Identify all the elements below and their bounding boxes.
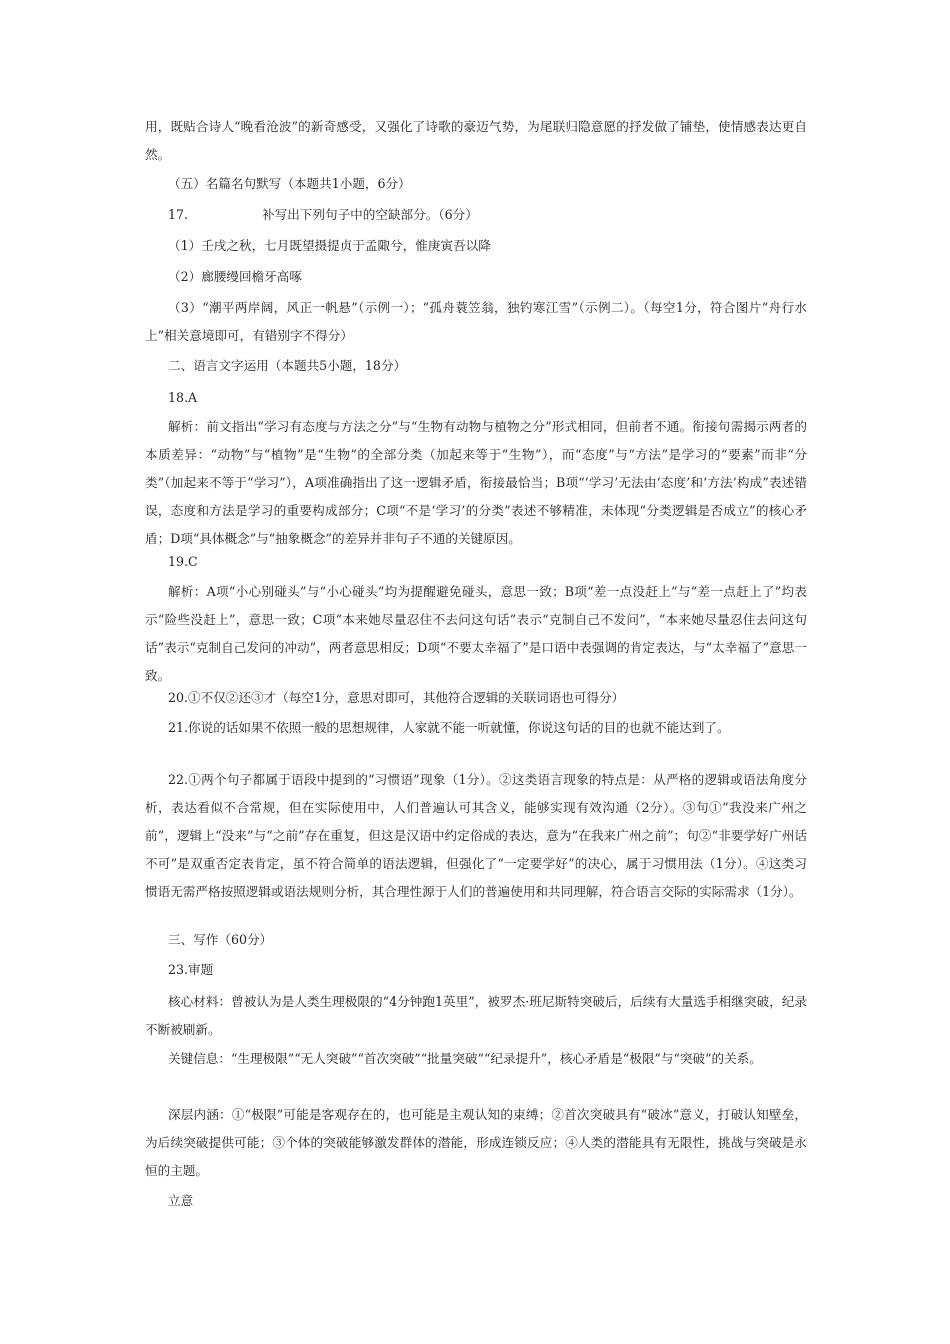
analysis-18: 解析：前文指出“学习有态度与方法之分”与“生物有动物与植物之分”形式相同，但前者不通。衔接句需揭示两者的本质差异：“动物”与“植物”是“生物”的全部分类（加起来等于“生物”），而“态度”与“方法”是学习的“要素”而非“分类”（加起来不等于“学习”），A项准确指出了这一逻辑矛盾，衔接最恰当；B项“‘学习’无法由‘态度’和‘方法’构成”表述错误，态度和方法是学习的重要构成部分；C项“不是‘学习’的分类”表述不够精准，未体现“分类逻辑是否成立”的核心矛盾；D项“具体概念”与“抽象概念”的差异并非句子不通的关键原因。 [145,419,807,546]
analysis-19: 解析：A项“小心别碰头”与“小心碰头”均为提醒避免碰头，意思一致；B项“差一点没赶上”与“差一点赶上了”均表示“险些没赶上”，意思一致；C项“本来她尽量忍住不去问这句话”表示“克制自己不发问”，“本来她尽量忍住去问这句话”表示“克制自己发问的冲动”，两者意思相反；D项“不要太幸福了”是口语中表强调的肯定表达，与“太幸福了”意思一致。 [145,584,807,683]
paragraph-q16-analysis-end: 用，既贴合诗人“晚看沧波”的新奇感受，又强化了诗歌的豪迈气势，为尾联归隐意愿的抒发做了铺垫，使情感表达更自然。 [145,119,807,162]
answer-20: 20.①不仅②还③才（每空1分，意思对即可，其他符合逻辑的关联词语也可得分） [168,690,625,705]
answer-22: 22.①两个句子都属于语段中提到的“习惯语”现象（1分）。②这类语言现象的特点是：从严格的逻辑或语法角度分析，表达看似不合常规，但在实际使用中，人们普遍认可其含义，能够实现有效沟通（2分）。③句①“我没来广州之前”，逻辑上“没来”与“之前”存在重复，但这是汉语中约定俗成的表达，意为“在我来广州之前”；句②“非要学好广州话不可”是双重否定表肯定，虽不符合简单的语法逻辑，但强化了“一定要学好”的决心，属于习惯用法（1分）。④这类习惯语无需严格按照逻辑或语法规则分析，其合理性源于人们的普遍使用和共同理解，符合语言交际的实际需求（1分）。 [145,772,807,899]
core-material: 核心材料：曾被认为是人类生理极限的“4分钟跑1英里”，被罗杰·班尼斯特突破后，后续有大量选手相继突破，纪录不断被刷新。 [145,994,807,1037]
question-17-text: 补写出下列句子中的空缺部分。（6分） [262,207,478,222]
thesis-heading: 立意 [168,1193,194,1208]
answer-18: 18.A [168,390,198,405]
key-information: 关键信息：“生理极限”“无人突破”“首次突破”“批量突破”“纪录提升”，核心矛盾是“极限”与“突破”的关系。 [168,1051,762,1066]
section-heading-5: （五）名篇名句默写（本题共1小题，6分） [168,176,411,191]
answer-19: 19.C [168,554,198,569]
section-heading-3: 三、写作（60分） [168,932,273,947]
question-23-heading: 23.审题 [168,962,214,977]
answer-17-3: （3）“潮平两岸阔，风正一帆悬”（示例一）；“孤舟蓑笠翁，独钓寒江雪”（示例二）。（每空1分，符合图片“舟行水上”相关意境即可，有错别字不得分） [145,300,807,343]
answer-17-1: （1）壬戌之秋，七月既望摄提贞于孟陬兮，惟庚寅吾以降 [168,238,491,253]
question-17-number: 17. [168,207,189,222]
answer-21: 21.你说的话如果不依照一般的思想规律，人家就不能一听就懂，你说这句话的目的也就不能达到了。 [168,720,730,735]
section-heading-2: 二、语言文字运用（本题共5小题，18分） [168,358,407,373]
deep-meaning: 深层内涵：①“极限”可能是客观存在的，也可能是主观认知的束缚；②首次突破具有“破冰”意义，打破认知壁垒，为后续突破提供可能；③个体的突破能够激发群体的潜能，形成连锁反应；④人类的潜能具有无限性，挑战与突破是永恒的主题。 [145,1107,807,1178]
answer-17-2: （2）廊腰缦回檐牙高啄 [168,269,302,284]
